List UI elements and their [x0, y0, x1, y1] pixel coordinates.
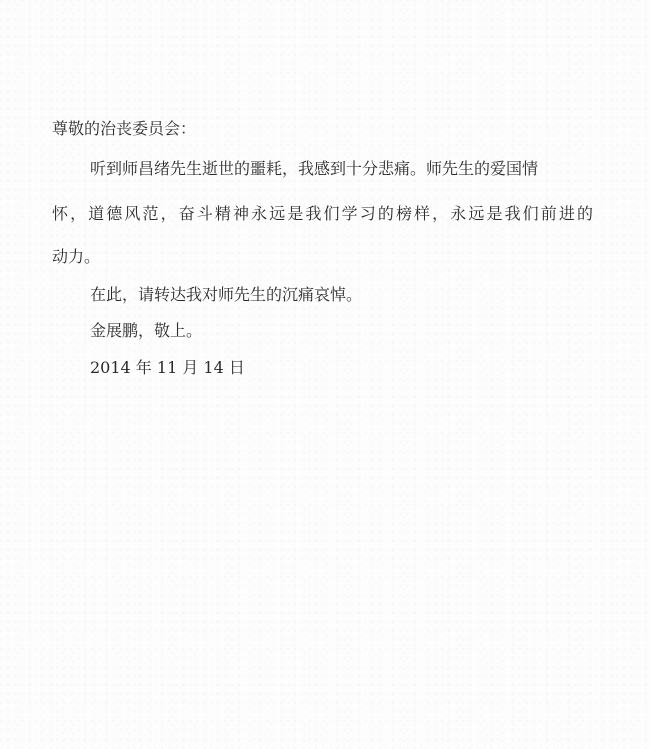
paragraph-1-line-3: 动力。 — [52, 247, 101, 266]
signature: 金展鹏，敬上。 — [90, 321, 203, 340]
paragraph-1-line-2: 怀，道德风范，奋斗精神永远是我们学习的榜样，永远是我们前进的 — [52, 204, 593, 223]
date: 2014 年 11 月 14 日 — [90, 358, 245, 377]
paragraph-1-line-1: 听到师昌绪先生逝世的噩耗，我感到十分悲痛。师先生的爱国情 — [90, 159, 539, 178]
paragraph-2: 在此，请转达我对师先生的沉痛哀悼。 — [90, 285, 363, 304]
salutation: 尊敬的治丧委员会： — [52, 119, 197, 138]
